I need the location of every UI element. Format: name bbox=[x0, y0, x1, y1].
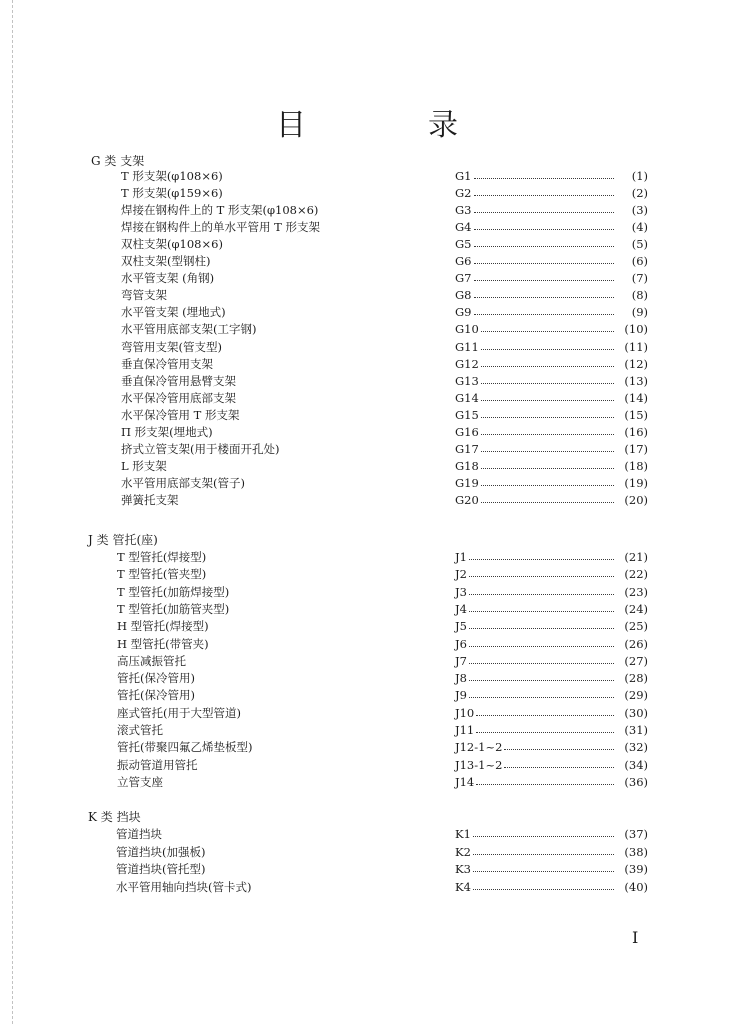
entry-title: 管托(保冷管用) bbox=[117, 688, 195, 703]
entry-code: J3 bbox=[455, 584, 467, 599]
dot-leader bbox=[473, 889, 614, 890]
dot-leader bbox=[474, 263, 614, 264]
entry-code: G10 bbox=[455, 322, 479, 337]
toc-entry[interactable] bbox=[0, 475, 742, 492]
toc-entry[interactable] bbox=[0, 253, 742, 270]
dot-leader bbox=[481, 417, 614, 418]
dot-leader bbox=[474, 178, 614, 179]
entry-code: J14 bbox=[455, 774, 475, 789]
entry-title: 水平保冷管用底部支架 bbox=[121, 390, 236, 405]
toc-entry[interactable] bbox=[0, 566, 742, 583]
entry-page: (10) bbox=[624, 322, 648, 337]
dot-leader bbox=[476, 715, 614, 716]
dot-leader bbox=[469, 697, 614, 698]
entry-code: G20 bbox=[455, 492, 479, 507]
toc-entry[interactable] bbox=[0, 879, 742, 896]
toc-entry[interactable] bbox=[0, 687, 742, 704]
toc-entry[interactable] bbox=[0, 424, 742, 441]
entry-code: G6 bbox=[455, 254, 472, 269]
toc-entry[interactable] bbox=[0, 757, 742, 774]
entry-page: (9) bbox=[631, 305, 648, 320]
entry-code: G3 bbox=[455, 203, 472, 218]
toc-entry[interactable] bbox=[0, 185, 742, 202]
entry-code: J4 bbox=[455, 601, 467, 616]
entry-page: (30) bbox=[624, 705, 648, 720]
entry-page: (1) bbox=[631, 169, 648, 183]
toc-entry[interactable] bbox=[0, 304, 742, 321]
dot-leader bbox=[474, 314, 614, 315]
entry-page: (3) bbox=[631, 203, 648, 218]
entry-title: 水平管用底部支架(管子) bbox=[121, 475, 245, 490]
toc-entry[interactable] bbox=[0, 722, 742, 739]
entry-page: (39) bbox=[624, 862, 648, 876]
dot-leader bbox=[469, 628, 614, 629]
toc-entry[interactable] bbox=[0, 373, 742, 390]
entry-page: (19) bbox=[624, 475, 648, 490]
entry-page: (20) bbox=[624, 492, 648, 507]
section-heading: G 类 支架 bbox=[91, 154, 145, 168]
dot-leader bbox=[504, 749, 614, 750]
entry-code: G13 bbox=[455, 373, 479, 388]
entry-title: 管托(带聚四氟乙烯垫板型) bbox=[117, 740, 253, 755]
entry-code: J6 bbox=[455, 636, 467, 651]
entry-page: (23) bbox=[624, 584, 648, 599]
entry-title: 焊接在钢构件上的单水平管用 T 形支架 bbox=[121, 220, 320, 235]
toc-entry[interactable] bbox=[0, 636, 742, 653]
entry-page: (12) bbox=[624, 356, 648, 371]
entry-page: (31) bbox=[624, 723, 648, 737]
section-heading: K 类 挡块 bbox=[88, 810, 141, 824]
dot-leader bbox=[469, 576, 614, 577]
entry-code: G17 bbox=[455, 441, 479, 456]
toc-entry[interactable] bbox=[0, 492, 742, 509]
dot-leader bbox=[504, 767, 614, 768]
toc-entry[interactable] bbox=[0, 321, 742, 338]
toc-entry[interactable] bbox=[0, 584, 742, 601]
dot-leader bbox=[474, 212, 614, 213]
entry-title: 水平管支架 (角钢) bbox=[121, 271, 215, 286]
entry-page: (26) bbox=[624, 636, 648, 651]
toc-entry[interactable] bbox=[0, 236, 742, 253]
entry-code: J11 bbox=[455, 723, 475, 737]
entry-title: 焊接在钢构件上的 T 形支架(φ108×6) bbox=[121, 203, 319, 218]
dot-leader bbox=[481, 331, 614, 332]
toc-entry[interactable] bbox=[0, 774, 742, 791]
entry-page: (36) bbox=[624, 774, 648, 789]
toc-entry[interactable] bbox=[0, 844, 742, 861]
dot-leader bbox=[474, 195, 614, 196]
dot-leader bbox=[476, 784, 614, 785]
entry-page: (38) bbox=[624, 844, 648, 859]
entry-code: K4 bbox=[455, 879, 471, 894]
entry-code: J12-1~2 bbox=[455, 740, 503, 755]
entry-code: K1 bbox=[455, 827, 471, 841]
toc-entry[interactable] bbox=[0, 356, 742, 373]
toc-entry[interactable] bbox=[0, 458, 742, 475]
toc-entry[interactable] bbox=[0, 287, 742, 304]
entry-page: (24) bbox=[624, 601, 648, 616]
dot-leader bbox=[469, 646, 614, 647]
entry-title: 振动管道用管托 bbox=[117, 757, 198, 772]
toc-entry[interactable] bbox=[0, 670, 742, 687]
entry-page: (14) bbox=[624, 390, 648, 405]
entry-page: (32) bbox=[624, 740, 648, 755]
entry-code: G15 bbox=[455, 407, 479, 422]
entry-code: G12 bbox=[455, 356, 479, 371]
entry-page: (6) bbox=[631, 254, 648, 269]
dot-leader bbox=[474, 246, 614, 247]
toc-entry[interactable] bbox=[0, 549, 742, 566]
entry-title: 水平管用底部支架(工字钢) bbox=[121, 322, 257, 337]
entry-title: T 型管托(加筋管夹型) bbox=[117, 601, 230, 616]
entry-code: G9 bbox=[455, 305, 472, 320]
entry-title: 滚式管托 bbox=[117, 723, 163, 737]
entry-page: (7) bbox=[631, 271, 648, 286]
entry-code: J1 bbox=[455, 550, 467, 564]
entry-code: G4 bbox=[455, 220, 472, 235]
entry-title: 管道挡块(管托型) bbox=[116, 862, 206, 876]
entry-title: 弯管用支架(管支型) bbox=[121, 339, 222, 354]
entry-page: (18) bbox=[624, 458, 648, 473]
entry-title: 管托(保冷管用) bbox=[117, 671, 195, 686]
entry-code: G11 bbox=[455, 339, 479, 354]
dot-leader bbox=[473, 836, 614, 837]
entry-code: J13-1~2 bbox=[455, 757, 503, 772]
entry-page: (28) bbox=[624, 671, 648, 686]
entry-page: (15) bbox=[624, 407, 648, 422]
toc-entry[interactable] bbox=[0, 407, 742, 424]
toc-entry[interactable] bbox=[0, 339, 742, 356]
toc-entry[interactable] bbox=[0, 390, 742, 407]
entry-code: K2 bbox=[455, 844, 471, 859]
entry-title: 立管支座 bbox=[117, 774, 163, 789]
entry-title: 座式管托(用于大型管道) bbox=[117, 705, 241, 720]
entry-title: T 型管托(管夹型) bbox=[117, 567, 207, 582]
toc-entry[interactable] bbox=[0, 270, 742, 287]
toc-entry[interactable] bbox=[0, 739, 742, 756]
page-title: 目 录 bbox=[276, 108, 504, 143]
entry-code: J7 bbox=[455, 653, 467, 668]
entry-code: J9 bbox=[455, 688, 467, 703]
entry-code: G19 bbox=[455, 475, 479, 490]
dot-leader bbox=[481, 468, 614, 469]
entry-page: (29) bbox=[624, 688, 648, 703]
page-number: I bbox=[632, 928, 639, 947]
dot-leader bbox=[481, 434, 614, 435]
toc-entry[interactable] bbox=[0, 441, 742, 458]
section-heading: J 类 管托(座) bbox=[88, 533, 158, 547]
entry-page: (21) bbox=[624, 550, 648, 564]
dot-leader bbox=[474, 280, 614, 281]
entry-title: 垂直保冷管用悬臂支架 bbox=[121, 373, 236, 388]
entry-page: (5) bbox=[631, 237, 648, 252]
entry-page: (16) bbox=[624, 424, 648, 439]
entry-page: (17) bbox=[624, 441, 648, 456]
entry-code: G18 bbox=[455, 458, 479, 473]
dot-leader bbox=[469, 611, 614, 612]
dot-leader bbox=[469, 594, 614, 595]
dot-leader bbox=[481, 349, 614, 350]
entry-title: 双柱支架(φ108×6) bbox=[121, 237, 223, 252]
dot-leader bbox=[474, 297, 614, 298]
entry-code: G1 bbox=[455, 169, 472, 183]
toc-entry[interactable] bbox=[0, 219, 742, 236]
entry-page: (34) bbox=[624, 757, 648, 772]
entry-title: H 型管托(焊接型) bbox=[117, 619, 209, 634]
dot-leader bbox=[469, 663, 614, 664]
dot-leader bbox=[473, 854, 614, 855]
entry-code: G7 bbox=[455, 271, 472, 286]
entry-title: 挤式立管支架(用于楼面开孔处) bbox=[121, 441, 280, 456]
dot-leader bbox=[476, 732, 614, 733]
dot-leader bbox=[469, 559, 614, 560]
entry-title: 双柱支架(型钢柱) bbox=[121, 254, 211, 269]
entry-page: (11) bbox=[624, 339, 648, 354]
entry-code: G8 bbox=[455, 288, 472, 303]
entry-code: J2 bbox=[455, 567, 467, 582]
toc-entry[interactable] bbox=[0, 618, 742, 635]
toc-entry[interactable] bbox=[0, 705, 742, 722]
dot-leader bbox=[481, 485, 614, 486]
dot-leader bbox=[469, 680, 614, 681]
dot-leader bbox=[473, 871, 614, 872]
entry-code: J8 bbox=[455, 671, 467, 686]
entry-page: (40) bbox=[624, 879, 648, 894]
entry-title: T 型管托(加筋焊接型) bbox=[117, 584, 230, 599]
entry-code: K3 bbox=[455, 862, 471, 876]
dot-leader bbox=[474, 229, 614, 230]
entry-title: T 形支架(φ108×6) bbox=[121, 169, 223, 183]
toc-entry[interactable] bbox=[0, 601, 742, 618]
entry-code: G14 bbox=[455, 390, 479, 405]
entry-page: (37) bbox=[624, 827, 648, 841]
entry-title: 管道挡块 bbox=[116, 827, 162, 841]
entry-title: 垂直保冷管用支架 bbox=[121, 356, 213, 371]
entry-title: T 形支架(φ159×6) bbox=[121, 186, 223, 201]
toc-entry[interactable] bbox=[0, 168, 742, 185]
entry-page: (25) bbox=[624, 619, 648, 634]
entry-title: 管道挡块(加强板) bbox=[116, 844, 206, 859]
entry-page: (8) bbox=[631, 288, 648, 303]
dot-leader bbox=[481, 451, 614, 452]
toc-entry[interactable] bbox=[0, 653, 742, 670]
entry-page: (13) bbox=[624, 373, 648, 388]
entry-code: J5 bbox=[455, 619, 467, 634]
entry-title: 高压减振管托 bbox=[117, 653, 186, 668]
entry-page: (2) bbox=[631, 186, 648, 201]
entry-title: T 型管托(焊接型) bbox=[117, 550, 207, 564]
dot-leader bbox=[481, 366, 614, 367]
entry-title: L 形支架 bbox=[121, 458, 167, 473]
entry-title: H 型管托(带管夹) bbox=[117, 636, 209, 651]
entry-title: Π 形支架(埋地式) bbox=[121, 424, 213, 439]
entry-code: G16 bbox=[455, 424, 479, 439]
entry-title: 水平保冷管用 T 形支架 bbox=[121, 407, 240, 422]
entry-title: 水平管支架 (埋地式) bbox=[121, 305, 226, 320]
entry-code: G2 bbox=[455, 186, 472, 201]
entry-page: (27) bbox=[624, 653, 648, 668]
dot-leader bbox=[481, 383, 614, 384]
entry-code: G5 bbox=[455, 237, 472, 252]
entry-page: (4) bbox=[631, 220, 648, 235]
dot-leader bbox=[481, 400, 614, 401]
toc-entry[interactable] bbox=[0, 826, 742, 843]
dot-leader bbox=[481, 502, 614, 503]
entry-title: 弯管支架 bbox=[121, 288, 167, 303]
entry-title: 水平管用轴向挡块(管卡式) bbox=[116, 879, 252, 894]
entry-title: 弹簧托支架 bbox=[121, 492, 179, 507]
toc-entry[interactable] bbox=[0, 861, 742, 878]
toc-entry[interactable] bbox=[0, 202, 742, 219]
entry-page: (22) bbox=[624, 567, 648, 582]
entry-code: J10 bbox=[455, 705, 475, 720]
